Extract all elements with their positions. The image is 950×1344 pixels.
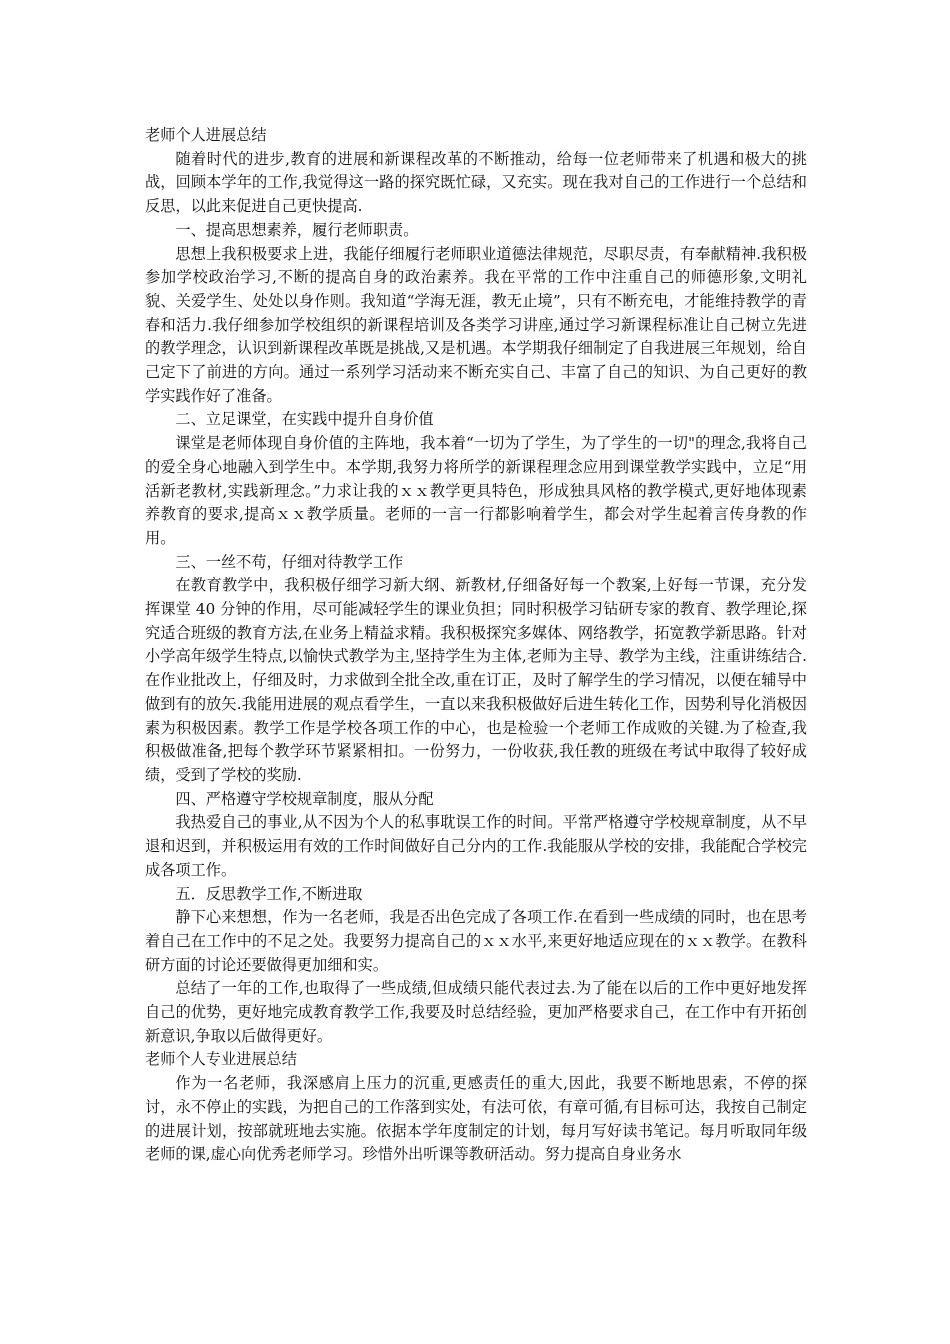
- section-heading-1: 一、提高思想素养，履行老师职责。: [175, 220, 419, 239]
- document-body: [145, 124, 807, 1167]
- paragraph-intro: 随着时代的进步,教育的进展和新课程改革的不断推动，给每一位老师带来了机遇和极大的挑战，回顾本学年的工作,我觉得这一路的探究既忙碌，又充实。现在我对自己的工作进行一个总结和反思，以此来促进自己更快提高.: [145, 149, 807, 216]
- paragraph-section-3: 在教育教学中，我积极仔细学习新大纲、新教材,仔细备好每一个教案,上好每一节课，充分发挥课堂 40 分钟的作用，尽可能减轻学生的课业负担；同时积极学习钻研专家的教育、教学理论,探究适合班级的教育方法,在业务上精益求精。我积极探究多媒体、网络教学，拓宽教学新思路。针对小学高年级学生特点,以愉快式教学为主,坚持学生为主体,老师为主导、教学为主线，注重讲练结合.在作业批改上，仔细及时，力求做到全批全改,重在订正，及时了解学生的学习情况，以便在辅导中做到有的放矢.我能用进展的观点看学生，一直以来我积极做好后进生转化工作，因势利导化消极因素为积极因素。教学工作是学校各项工作的中心，也是检验一个老师工作成败的关键.为了检查,我积极做准备,把每个教学环节紧紧相扣。一份努力，一份收获,我任教的班级在考试中取得了较好成绩，受到了学校的奖励.: [145, 576, 807, 784]
- section-heading-5: 五．反思教学工作,不断进取: [175, 884, 363, 903]
- section-heading-4: 四、严格遵守学校规章制度，服从分配: [175, 789, 434, 808]
- paragraph-section-5: 静下心来想想，作为一名老师，我是否出色完成了各项工作.在看到一些成绩的同时，也在思考着自己在工作中的不足之处。我要努力提高自己的ｘｘ水平,来更好地适应现在的ｘｘ教学。在教科研方面的讨论还要做得更加细和实。: [145, 908, 807, 974]
- section-heading-3: 三、一丝不苟，仔细对待教学工作: [175, 552, 404, 571]
- document-title: 老师个人进展总结: [145, 126, 267, 144]
- paragraph-conclusion: 总结了一年的工作,也取得了一些成绩,但成绩只能代表过去.为了能在以后的工作中更好地发挥自己的优势，更好地完成教育教学工作,我要及时总结经验，更加严格要求自己，在工作中有开拓创新意识,争取以后做得更好。: [145, 979, 807, 1045]
- section-heading-2: 二、立足课堂，在实践中提升自身价值: [175, 410, 434, 429]
- document-title-2: 老师个人专业进展总结: [145, 1050, 297, 1069]
- paragraph-section-4: 我热爱自己的事业,从不因为个人的私事耽误工作的时间。平常严格遵守学校规章制度，从不早退和迟到，并积极运用有效的工作时间做好自己分内的工作.我能服从学校的安排，我能配合学校完成各项工作。: [145, 813, 807, 879]
- paragraph-section-1: 思想上我积极要求上进，我能仔细履行老师职业道德法律规范，尽职尽责，有奉献精神.我积极参加学校政治学习,不断的提高自身的政治素养。我在平常的工作中注重自己的师德形象,文明礼貌、关爱学生、处处以身作则。我知道“学海无涯，教无止境”，只有不断充电，才能维持教学的青春和活力.我仔细参加学校组织的新课程培训及各类学习讲座,通过学习新课程标准让自己树立先进的教学理念，认识到新课程改革既是挑战,又是机遇。本学期我仔细制定了自我进展三年规划，给自己定下了前进的方向。通过一系列学习活动来不断充实自己、丰富了自己的知识、为自己更好的教学实践作好了准备。: [145, 244, 807, 405]
- paragraph-professional: 作为一名老师，我深感肩上压力的沉重,更感责任的重大,因此，我要不断地思索，不停的探讨，永不停止的实践，为把自己的工作落到实处，有法可依，有章可循,有目标可达，我按自己制定的进展计划，按部就班地去实施。依据本学年度制定的计划，每月写好读书笔记。每月听取同年级老师的课,虚心向优秀老师学习。珍惜外出听课等教研活动。努力提高自身业务水: [145, 1074, 807, 1164]
- paragraph-section-2: 课堂是老师体现自身价值的主阵地，我本着“一切为了学生，为了学生的一切"的理念,我将自己的爱全身心地融入到学生中。本学期,我努力将所学的新课程理念应用到课堂教学实践中，立足“用活新老教材,实践新理念。”力求让我的ｘｘ教学更具特色，形成独具风格的教学模式,更好地体现素养教育的要求,提高ｘｘ教学质量。老师的一言一行都影响着学生，都会对学生起着言传身教的作用。: [145, 434, 807, 547]
